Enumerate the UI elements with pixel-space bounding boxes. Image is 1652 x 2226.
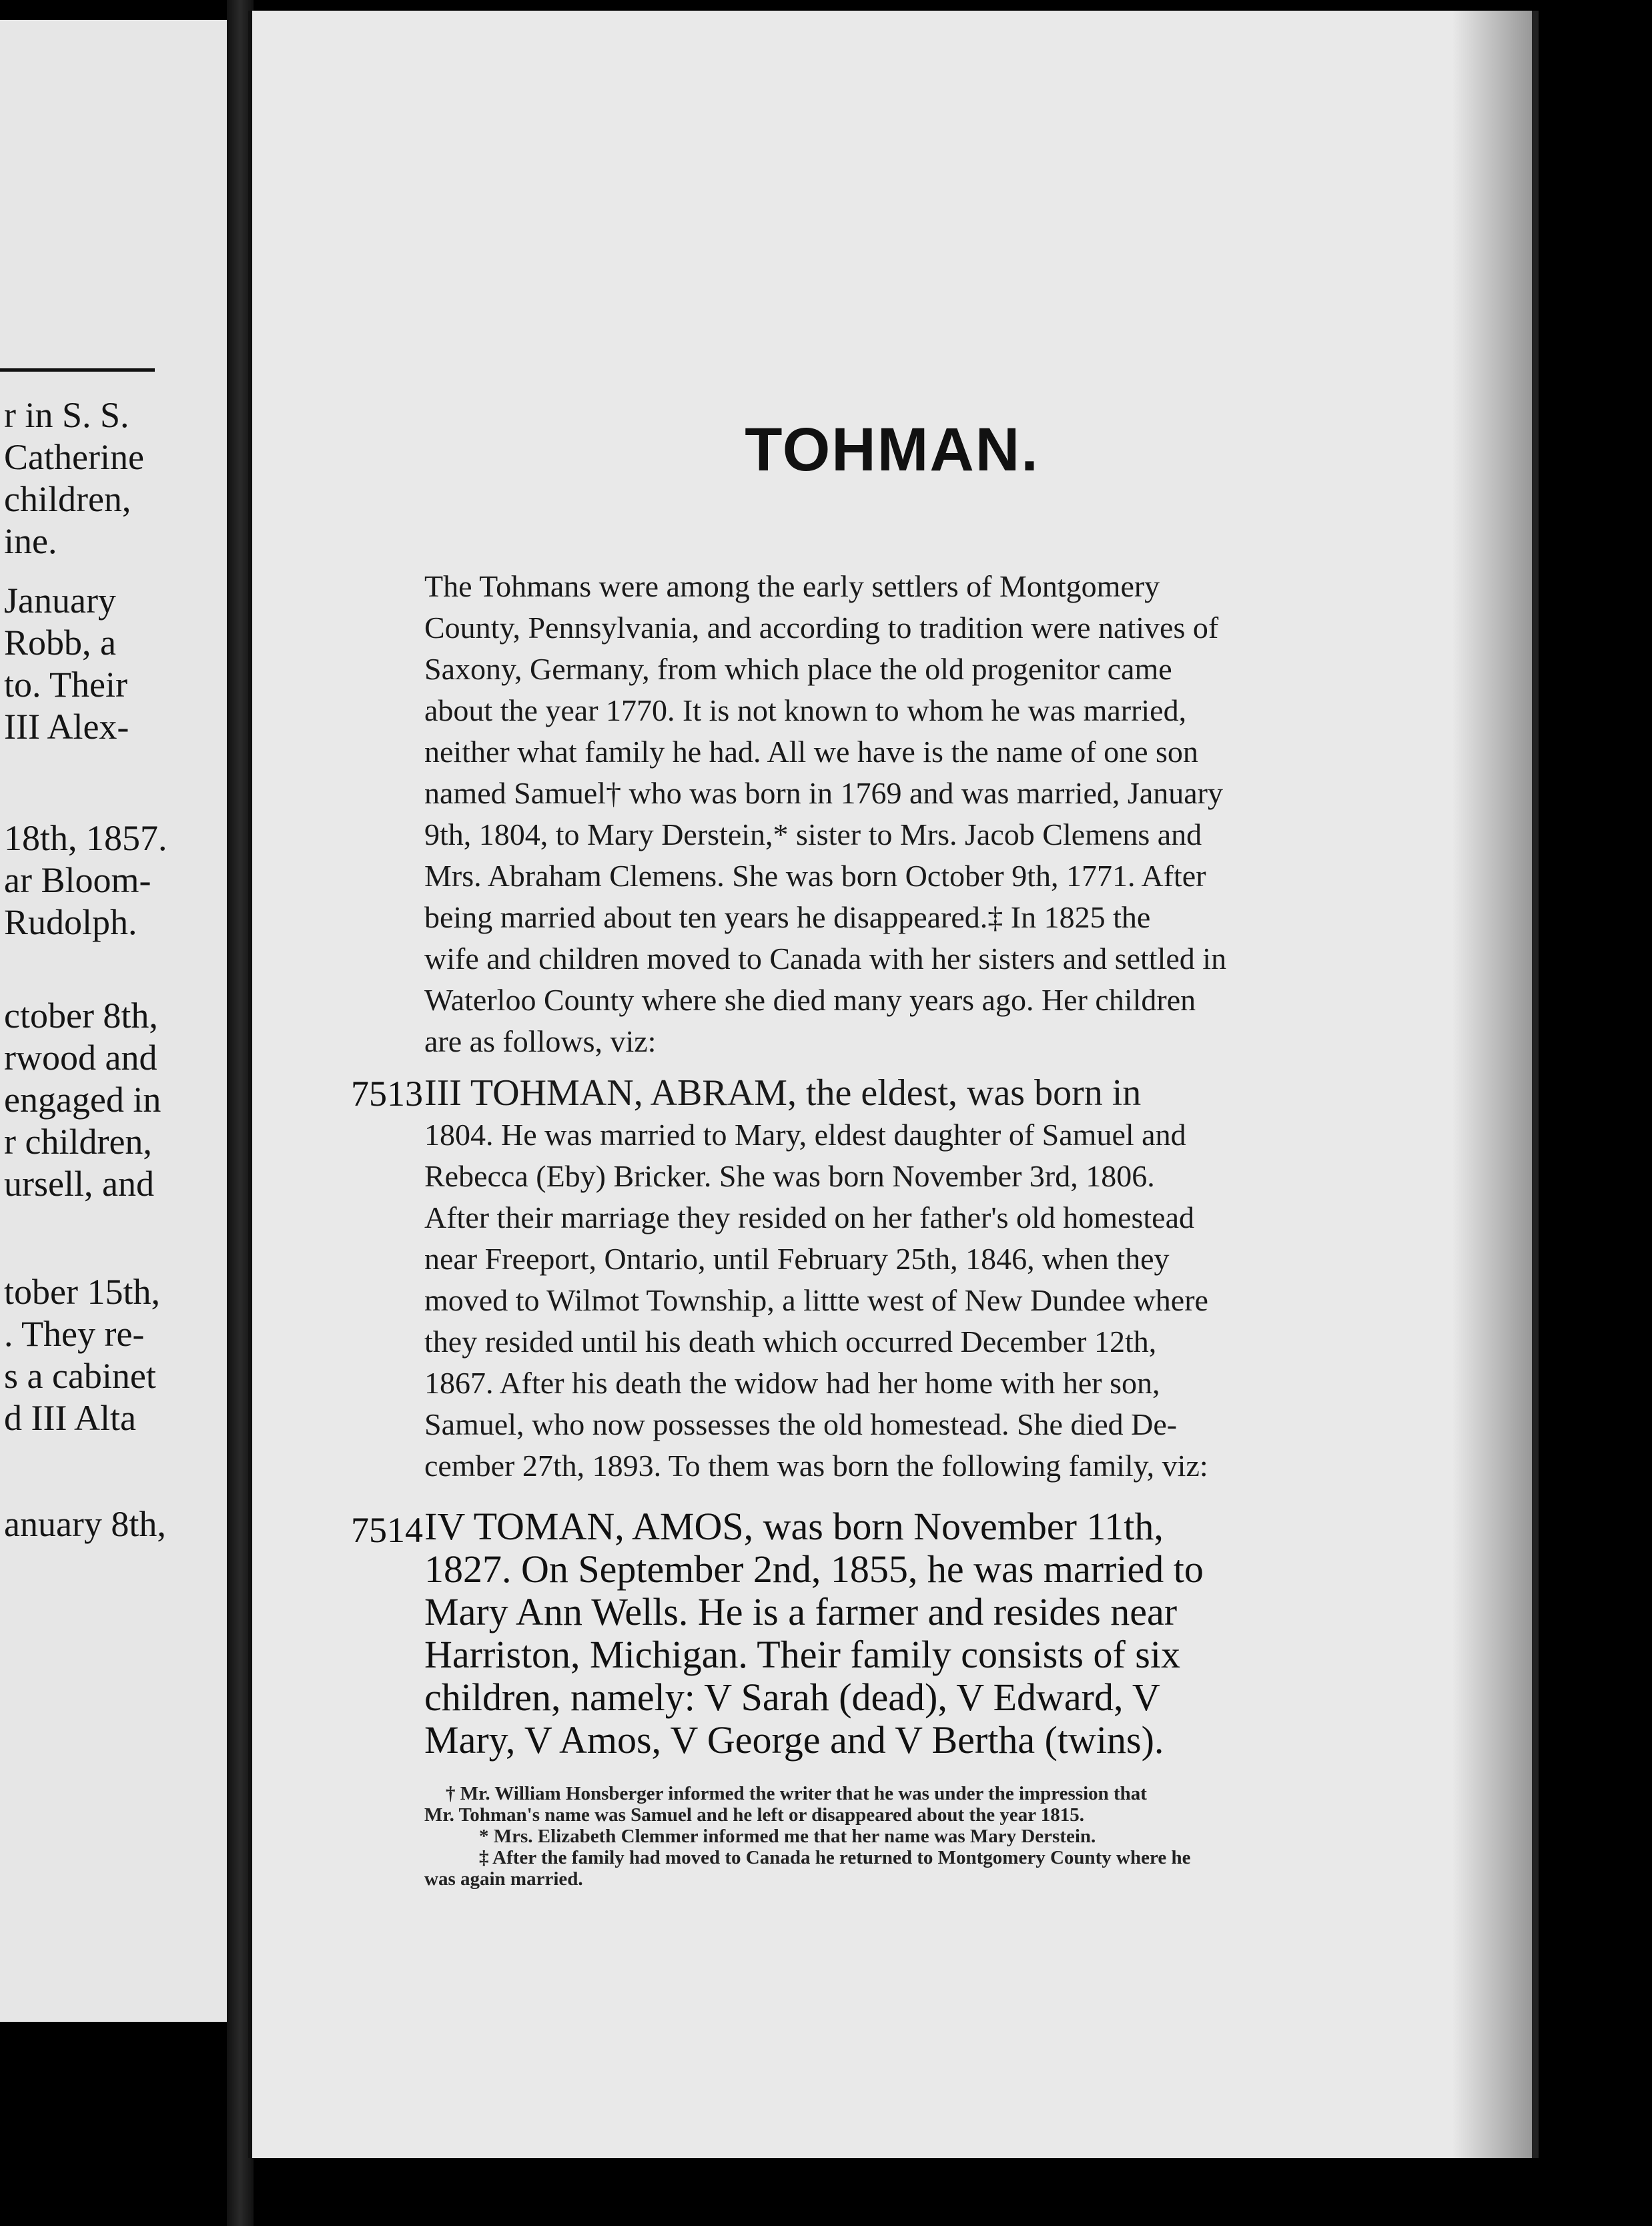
entry-line: Mary, V Amos, V George and V Bertha (twins).: [424, 1718, 1164, 1762]
left-page-line: January: [4, 581, 116, 621]
left-page-line: tober 15th,: [4, 1272, 160, 1312]
left-page-line: to. Their: [4, 665, 127, 705]
left-page-line: Rudolph.: [4, 902, 137, 942]
left-page-line: anuary 8th,: [4, 1504, 166, 1544]
footnote: was again married.: [424, 1868, 583, 1890]
left-page-line: III Alex-: [4, 707, 129, 747]
left-page-line: ursell, and: [4, 1164, 154, 1204]
intro-line: named Samuel† who was born in 1769 and was married, January: [424, 776, 1223, 810]
entry-line: 1867. After his death the widow had her home with her son,: [424, 1366, 1160, 1400]
left-page-line: r in S. S.: [4, 395, 129, 435]
entry-heading: IV TOMAN, AMOS, was born November 11th,: [424, 1505, 1164, 1548]
entry-line: After their marriage they resided on her father's old homestead: [424, 1200, 1194, 1234]
entry-number: 7513: [351, 1074, 423, 1114]
entry-line: 1827. On September 2nd, 1855, he was married to: [424, 1547, 1204, 1591]
left-page-line: Catherine: [4, 437, 144, 477]
intro-line: Saxony, Germany, from which place the old progenitor came: [424, 652, 1172, 686]
left-page-line: rwood and: [4, 1038, 157, 1078]
left-page-line: r children,: [4, 1122, 152, 1162]
page-title: TOHMAN.: [745, 416, 1040, 484]
left-page-line: d III Alta: [4, 1398, 136, 1438]
left-page-line: ctober 8th,: [4, 996, 158, 1036]
intro-line: 9th, 1804, to Mary Derstein,* sister to Mrs. Jacob Clemens and: [424, 817, 1202, 851]
intro-line: being married about ten years he disappeared.‡ In 1825 the: [424, 900, 1151, 934]
footnote: * Mrs. Elizabeth Clemmer informed me that her name was Mary Derstein.: [479, 1826, 1096, 1847]
left-page-line: ine.: [4, 521, 57, 561]
entry-line: near Freeport, Ontario, until February 25th, 1846, when they: [424, 1242, 1170, 1276]
entry-line: Rebecca (Eby) Bricker. She was born November 3rd, 1806.: [424, 1159, 1155, 1193]
left-page-line: engaged in: [4, 1080, 161, 1120]
intro-line: neither what family he had. All we have is the name of one son: [424, 735, 1198, 769]
left-page-line: . They re-: [4, 1314, 145, 1354]
intro-line: County, Pennsylvania, and according to tradition were natives of: [424, 611, 1219, 645]
intro-line: The Tohmans were among the early settlers of Montgomery: [424, 569, 1160, 603]
left-page-line: 18th, 1857.: [4, 818, 167, 858]
entry-line: Mary Ann Wells. He is a farmer and resides near: [424, 1590, 1178, 1633]
left-page-line: ar Bloom-: [4, 860, 151, 900]
entry-line: 1804. He was married to Mary, eldest daughter of Samuel and: [424, 1118, 1186, 1152]
entry-heading: III TOHMAN, ABRAM, the eldest, was born in: [424, 1072, 1142, 1114]
entry-line: cember 27th, 1893. To them was born the following family, viz:: [424, 1449, 1208, 1483]
left-page-line: Robb, a: [4, 623, 116, 663]
intro-line: about the year 1770. It is not known to whom he was married,: [424, 693, 1187, 727]
left-page-rule: [0, 368, 155, 372]
intro-line: wife and children moved to Canada with her sisters and settled in: [424, 942, 1227, 976]
footnote: Mr. Tohman's name was Samuel and he left or disappeared about the year 1815.: [424, 1804, 1085, 1826]
entry-number: 7514: [351, 1510, 423, 1550]
footnote: ‡ After the family had moved to Canada he returned to Montgomery County where he: [479, 1847, 1191, 1868]
entry-line: children, namely: V Sarah (dead), V Edward, V: [424, 1676, 1160, 1719]
entry-line: Harriston, Michigan. Their family consists of six: [424, 1633, 1180, 1676]
left-page-line: children,: [4, 479, 131, 519]
intro-line: are as follows, viz:: [424, 1024, 657, 1058]
right-page: [248, 11, 1539, 2158]
entry-line: Samuel, who now possesses the old homestead. She died De-: [424, 1407, 1178, 1441]
intro-line: Waterloo County where she died many years ago. Her children: [424, 983, 1196, 1017]
footnote: † Mr. William Honsberger informed the writer that he was under the impression that: [446, 1783, 1147, 1804]
intro-line: Mrs. Abraham Clemens. She was born October 9th, 1771. After: [424, 859, 1206, 893]
entry-line: moved to Wilmot Township, a littte west of New Dundee where: [424, 1283, 1208, 1317]
left-page-line: s a cabinet: [4, 1356, 156, 1396]
page-edge-shadow: [1452, 11, 1532, 2158]
entry-line: they resided until his death which occurred December 12th,: [424, 1325, 1157, 1359]
